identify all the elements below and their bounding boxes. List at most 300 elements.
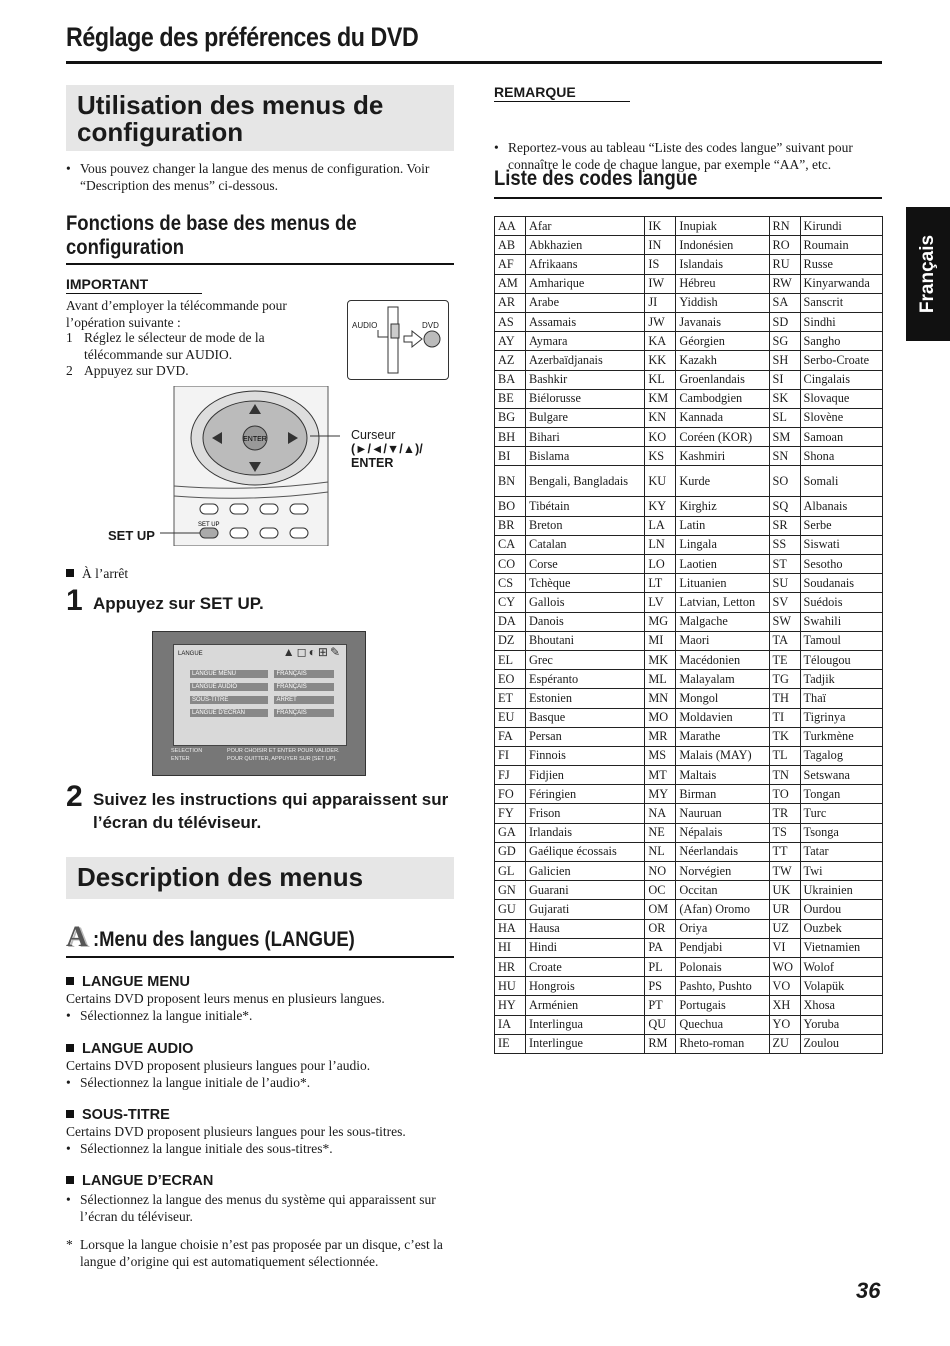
mode-switch-illustration xyxy=(347,300,449,380)
language-name-cell: Laotien xyxy=(676,555,769,574)
language-code-cell: OR xyxy=(645,919,676,938)
language-name-cell: Tsonga xyxy=(800,823,882,842)
table-row xyxy=(495,977,883,996)
language-code-cell: PS xyxy=(645,977,676,996)
language-code-cell: TA xyxy=(769,631,800,650)
language-code-cell: RN xyxy=(769,217,800,236)
table-row xyxy=(495,919,883,938)
language-name-cell: Biélorusse xyxy=(526,389,645,408)
language-name-cell: Tongan xyxy=(800,785,882,804)
language-code-cell: AZ xyxy=(495,351,526,370)
language-code-cell: LT xyxy=(645,574,676,593)
step-2-number: 2 xyxy=(66,780,83,813)
language-code-cell: GU xyxy=(495,900,526,919)
language-code-cell: EL xyxy=(495,650,526,669)
menu-heading-rule xyxy=(66,956,454,958)
language-code-cell: NO xyxy=(645,862,676,881)
language-name-cell: Afrikaans xyxy=(526,255,645,274)
language-name-cell: Aymara xyxy=(526,332,645,351)
language-code-cell: GA xyxy=(495,823,526,842)
table-row xyxy=(495,593,883,612)
language-name-cell: Finnois xyxy=(526,746,645,765)
screen-row xyxy=(190,688,334,701)
language-code-cell: LO xyxy=(645,555,676,574)
important-text: Avant d’employer la télécommande pour l’opération suivante : xyxy=(66,298,287,330)
language-list-title: Liste des codes langue xyxy=(494,167,698,190)
language-code-cell: FA xyxy=(495,727,526,746)
language-list-rule xyxy=(494,197,882,199)
table-row xyxy=(495,631,883,650)
language-code-cell: SM xyxy=(769,428,800,447)
language-code-cell: VI xyxy=(769,938,800,957)
language-code-cell: FY xyxy=(495,804,526,823)
language-name-cell: Cambodgien xyxy=(676,389,769,408)
screen-row-label: LANGUE MENU xyxy=(190,670,268,678)
language-code-cell: SS xyxy=(769,535,800,554)
table-row xyxy=(495,766,883,785)
language-code-cell: UZ xyxy=(769,919,800,938)
language-code-cell: SG xyxy=(769,332,800,351)
language-name-cell: Hébreu xyxy=(676,274,769,293)
language-code-cell: MT xyxy=(645,766,676,785)
language-code-cell: TK xyxy=(769,727,800,746)
language-name-cell: Gujarati xyxy=(526,900,645,919)
language-name-cell: Malayalam xyxy=(676,670,769,689)
language-name-cell: Maori xyxy=(676,631,769,650)
language-name-cell: Inupiak xyxy=(676,217,769,236)
language-code-cell: SD xyxy=(769,312,800,331)
language-code-cell: AB xyxy=(495,236,526,255)
menu-item-bullet: • Sélectionnez la langue initiale des sous-titres*. xyxy=(66,1140,456,1157)
language-name-cell: Turkmène xyxy=(800,727,882,746)
table-row xyxy=(495,312,883,331)
language-code-cell: IS xyxy=(645,255,676,274)
step-1-number: 1 xyxy=(66,584,83,617)
table-row xyxy=(495,274,883,293)
remote-control-illustration xyxy=(160,386,340,546)
table-row xyxy=(495,408,883,427)
language-name-cell: Yoruba xyxy=(800,1015,882,1034)
important-step-1-num: 1 xyxy=(66,330,73,345)
language-code-cell: MI xyxy=(645,631,676,650)
important-step-1-text: Réglez le sélecteur de mode de la télécommande sur AUDIO. xyxy=(84,330,265,362)
language-code-cell: OM xyxy=(645,900,676,919)
language-name-cell: Lingala xyxy=(676,535,769,554)
screen-footer-right-2: POUR QUITTER, APPUYER SUR [SET UP]. xyxy=(227,756,337,762)
square-bullet-icon xyxy=(66,569,74,577)
menu-item-text: Certains DVD proposent plusieurs langues pour l’audio. xyxy=(66,1058,371,1073)
language-name-cell: Roumain xyxy=(800,236,882,255)
language-code-cell: NA xyxy=(645,804,676,823)
menu-a-icon: A xyxy=(66,920,88,953)
language-code-cell: OC xyxy=(645,881,676,900)
menu-language-title: :Menu des langues (LANGUE) xyxy=(93,928,355,951)
section2-title: Description des menus xyxy=(77,862,364,892)
screen-row-value: FRANÇAIS xyxy=(274,709,334,717)
important-step-2 xyxy=(66,362,316,379)
screen-footer-left-2: ENTER xyxy=(171,756,190,762)
language-name-cell: Kashmiri xyxy=(676,447,769,466)
step-2-text: Suivez les instructions qui apparaissent sur l’écran du téléviseur. xyxy=(93,790,449,832)
language-name-cell: Interlingue xyxy=(526,1034,645,1053)
important-step-2-num: 2 xyxy=(66,363,73,378)
table-row xyxy=(495,497,883,516)
language-code-cell: SN xyxy=(769,447,800,466)
language-name-cell: Yiddish xyxy=(676,293,769,312)
screen-header: LANGUE xyxy=(178,651,203,657)
language-name-cell: Xhosa xyxy=(800,996,882,1015)
footnote-text: Lorsque la langue choisie n’est pas proposée par un disque, c’est la langue d’origine qui est automatiquement sélectionnée. xyxy=(80,1237,443,1269)
language-code-cell: EO xyxy=(495,670,526,689)
cursor-label-line2: (►/◄/▼/▲)/ xyxy=(351,442,423,456)
language-code-cell: AA xyxy=(495,217,526,236)
language-name-cell: Bislama xyxy=(526,447,645,466)
language-name-cell: Hausa xyxy=(526,919,645,938)
language-name-cell: Volapük xyxy=(800,977,882,996)
menu-item-langue-menu xyxy=(66,974,456,1024)
language-code-cell: KY xyxy=(645,497,676,516)
language-name-cell: Somali xyxy=(800,466,882,497)
language-name-cell: Kinyarwanda xyxy=(800,274,882,293)
square-bullet-icon xyxy=(66,1110,74,1118)
language-code-cell: TS xyxy=(769,823,800,842)
table-row xyxy=(495,938,883,957)
language-name-cell: (Afan) Oromo xyxy=(676,900,769,919)
language-code-cell: PL xyxy=(645,957,676,976)
language-name-cell: Moldavien xyxy=(676,708,769,727)
language-code-cell: SQ xyxy=(769,497,800,516)
table-row xyxy=(495,535,883,554)
language-name-cell: Sindhi xyxy=(800,312,882,331)
language-name-cell: Fidjien xyxy=(526,766,645,785)
language-code-cell: CY xyxy=(495,593,526,612)
table-row xyxy=(495,862,883,881)
language-code-cell: GD xyxy=(495,842,526,861)
important-label: IMPORTANT xyxy=(66,276,149,292)
language-code-cell: UR xyxy=(769,900,800,919)
language-code-cell: ST xyxy=(769,555,800,574)
setup-label: SET UP xyxy=(108,528,155,543)
language-code-cell: MN xyxy=(645,689,676,708)
language-name-cell: Thaï xyxy=(800,689,882,708)
table-row xyxy=(495,804,883,823)
section2-header xyxy=(66,857,454,899)
language-name-cell: Tadjik xyxy=(800,670,882,689)
language-code-cell: IN xyxy=(645,236,676,255)
language-name-cell: Népalais xyxy=(676,823,769,842)
language-name-cell: Maltais xyxy=(676,766,769,785)
language-code-cell: DA xyxy=(495,612,526,631)
language-name-cell: Kannada xyxy=(676,408,769,427)
language-name-cell: Malais (MAY) xyxy=(676,746,769,765)
screen-footer-right xyxy=(227,747,340,763)
language-name-cell: Javanais xyxy=(676,312,769,331)
language-code-cell: KO xyxy=(645,428,676,447)
language-code-cell: LA xyxy=(645,516,676,535)
language-code-cell: TO xyxy=(769,785,800,804)
language-code-cell: ET xyxy=(495,689,526,708)
page-title: Réglage des préférences du DVD xyxy=(66,22,419,52)
language-name-cell: Samoan xyxy=(800,428,882,447)
language-code-cell: CS xyxy=(495,574,526,593)
menu-item-bullet: • Sélectionnez la langue des menus du système qui apparaissent sur l’écran du téléviseur. xyxy=(66,1191,456,1225)
language-name-cell: Sangho xyxy=(800,332,882,351)
table-row xyxy=(495,255,883,274)
language-name-cell: Malgache xyxy=(676,612,769,631)
language-code-cell: FI xyxy=(495,746,526,765)
screen-icons: ▲◻◐⊞✎ xyxy=(282,645,342,659)
important-rule xyxy=(66,293,202,294)
language-name-cell: Albanais xyxy=(800,497,882,516)
language-name-cell: Tigrinya xyxy=(800,708,882,727)
screen-row xyxy=(190,662,334,675)
menu-item-langue-ecran xyxy=(66,1173,456,1225)
language-code-cell: WO xyxy=(769,957,800,976)
language-code-cell: IK xyxy=(645,217,676,236)
language-name-cell: Tatar xyxy=(800,842,882,861)
language-name-cell: Galicien xyxy=(526,862,645,881)
language-code-cell: MS xyxy=(645,746,676,765)
remark-label: REMARQUE xyxy=(494,84,576,100)
language-name-cell: Turc xyxy=(800,804,882,823)
language-code-cell: JW xyxy=(645,312,676,331)
section1-title: Utilisation des menus de configuration xyxy=(77,90,384,147)
language-name-cell: Féringien xyxy=(526,785,645,804)
table-row xyxy=(495,650,883,669)
switch-dvd-label: DVD xyxy=(422,321,439,330)
language-name-cell: Tagalog xyxy=(800,746,882,765)
language-name-cell: Slovaque xyxy=(800,389,882,408)
language-code-cell: SW xyxy=(769,612,800,631)
setup-small-label: SET UP xyxy=(198,522,220,528)
language-code-cell: TL xyxy=(769,746,800,765)
square-bullet-icon xyxy=(66,1044,74,1052)
language-code-cell: KM xyxy=(645,389,676,408)
language-code-cell: TE xyxy=(769,650,800,669)
language-code-cell: KL xyxy=(645,370,676,389)
language-name-cell: Néerlandais xyxy=(676,842,769,861)
table-row xyxy=(495,900,883,919)
language-code-cell: QU xyxy=(645,1015,676,1034)
table-row xyxy=(495,746,883,765)
language-code-cell: SA xyxy=(769,293,800,312)
table-row xyxy=(495,447,883,466)
table-row xyxy=(495,842,883,861)
language-name-cell: Corse xyxy=(526,555,645,574)
language-code-cell: SI xyxy=(769,370,800,389)
language-code-cell: VO xyxy=(769,977,800,996)
language-name-cell: Guarani xyxy=(526,881,645,900)
language-code-cell: YO xyxy=(769,1015,800,1034)
table-row xyxy=(495,708,883,727)
screen-footer-left-1: SELECTION xyxy=(171,748,203,754)
important-step-1 xyxy=(66,329,316,363)
language-name-cell: Macédonien xyxy=(676,650,769,669)
language-code-cell: JI xyxy=(645,293,676,312)
language-code-cell: XH xyxy=(769,996,800,1015)
language-code-cell: BE xyxy=(495,389,526,408)
language-name-cell: Croate xyxy=(526,957,645,976)
section1-header xyxy=(66,85,454,151)
language-name-cell: Pendjabi xyxy=(676,938,769,957)
language-code-cell: MY xyxy=(645,785,676,804)
language-code-cell: AR xyxy=(495,293,526,312)
language-code-cell: BA xyxy=(495,370,526,389)
language-code-cell: HY xyxy=(495,996,526,1015)
menu-item-head: LANGUE AUDIO xyxy=(82,1041,194,1057)
language-name-cell: Persan xyxy=(526,727,645,746)
language-name-cell: Afar xyxy=(526,217,645,236)
language-name-cell: Shona xyxy=(800,447,882,466)
language-name-cell: Norvégien xyxy=(676,862,769,881)
language-code-cell: SO xyxy=(769,466,800,497)
screen-row-label: LANGUE D’ECRAN xyxy=(190,709,268,717)
language-code-cell: IE xyxy=(495,1034,526,1053)
page-number: 36 xyxy=(856,1278,881,1303)
screen-row xyxy=(190,701,334,714)
screen-inner xyxy=(173,644,347,746)
table-row xyxy=(495,881,883,900)
table-row xyxy=(495,785,883,804)
language-name-cell: Ukrainien xyxy=(800,881,882,900)
table-row xyxy=(495,823,883,842)
switch-graphic xyxy=(348,301,448,379)
language-name-cell: Lituanien xyxy=(676,574,769,593)
language-name-cell: Latin xyxy=(676,516,769,535)
language-code-cell: AS xyxy=(495,312,526,331)
language-code-cell: BN xyxy=(495,466,526,497)
table-row xyxy=(495,332,883,351)
language-name-cell: Birman xyxy=(676,785,769,804)
language-name-cell: Kirundi xyxy=(800,217,882,236)
screen-rows xyxy=(190,662,334,714)
menu-item-head: LANGUE D’ECRAN xyxy=(82,1173,214,1189)
language-name-cell: Espéranto xyxy=(526,670,645,689)
language-name-cell: Breton xyxy=(526,516,645,535)
language-name-cell: Assamais xyxy=(526,312,645,331)
language-name-cell: Tamoul xyxy=(800,631,882,650)
language-code-cell: TH xyxy=(769,689,800,708)
table-row xyxy=(495,428,883,447)
menu-item-bullet: • Sélectionnez la langue initiale*. xyxy=(66,1007,456,1024)
language-name-cell: Pashto, Pushto xyxy=(676,977,769,996)
language-name-cell: Twi xyxy=(800,862,882,881)
language-code-cell: KK xyxy=(645,351,676,370)
language-name-cell: Occitan xyxy=(676,881,769,900)
table-row xyxy=(495,217,883,236)
menu-item-text: Certains DVD proposent plusieurs langues pour les sous-titres. xyxy=(66,1124,406,1139)
language-tab-label: Français xyxy=(917,234,938,314)
title-rule xyxy=(66,61,882,64)
language-code-cell: NL xyxy=(645,842,676,861)
language-code-cell: ML xyxy=(645,670,676,689)
subsection-rule xyxy=(66,263,454,265)
language-name-cell: Nauruan xyxy=(676,804,769,823)
language-name-cell: Indonésien xyxy=(676,236,769,255)
table-row xyxy=(495,574,883,593)
language-code-cell: SR xyxy=(769,516,800,535)
footnote xyxy=(66,1236,458,1270)
switch-audio-label: AUDIO xyxy=(352,321,378,330)
language-name-cell: Kurde xyxy=(676,466,769,497)
language-code-cell: RO xyxy=(769,236,800,255)
language-code-cell: SH xyxy=(769,351,800,370)
language-name-cell: Hindi xyxy=(526,938,645,957)
language-name-cell: Quechua xyxy=(676,1015,769,1034)
language-code-cell: SV xyxy=(769,593,800,612)
step-2 xyxy=(66,780,456,832)
language-code-cell: FO xyxy=(495,785,526,804)
language-name-cell: Tchèque xyxy=(526,574,645,593)
language-code-cell: AY xyxy=(495,332,526,351)
language-code-cell: RM xyxy=(645,1034,676,1053)
language-code-cell: TI xyxy=(769,708,800,727)
language-code-cell: MK xyxy=(645,650,676,669)
language-name-cell: Kazakh xyxy=(676,351,769,370)
language-name-cell: Mongol xyxy=(676,689,769,708)
language-code-cell: CO xyxy=(495,555,526,574)
language-code-cell: TG xyxy=(769,670,800,689)
language-name-cell: Oriya xyxy=(676,919,769,938)
table-row xyxy=(495,389,883,408)
language-name-cell: Bashkir xyxy=(526,370,645,389)
language-name-cell: Gallois xyxy=(526,593,645,612)
table-row xyxy=(495,727,883,746)
square-bullet-icon xyxy=(66,1176,74,1184)
language-code-cell: BO xyxy=(495,497,526,516)
language-code-cell: DZ xyxy=(495,631,526,650)
language-name-cell: Slovène xyxy=(800,408,882,427)
subsection-title: Fonctions de base des menus de configuration xyxy=(66,212,357,259)
language-name-cell: Hongrois xyxy=(526,977,645,996)
language-name-cell: Serbe xyxy=(800,516,882,535)
language-name-cell: Russe xyxy=(800,255,882,274)
language-code-cell: AF xyxy=(495,255,526,274)
language-code-cell: BI xyxy=(495,447,526,466)
table-row xyxy=(495,689,883,708)
table-row xyxy=(495,466,883,497)
language-code-cell: KN xyxy=(645,408,676,427)
language-name-cell: Arabe xyxy=(526,293,645,312)
language-code-cell: TN xyxy=(769,766,800,785)
language-code-cell: IA xyxy=(495,1015,526,1034)
enter-key-label: ENTER xyxy=(243,436,267,443)
language-code-cell: TR xyxy=(769,804,800,823)
language-name-cell: Marathe xyxy=(676,727,769,746)
language-name-cell: Bengali, Bangladais xyxy=(526,466,645,497)
language-code-cell: PA xyxy=(645,938,676,957)
important-step-2-text: Appuyez sur DVD. xyxy=(84,363,189,378)
language-code-cell: HR xyxy=(495,957,526,976)
language-code-cell: MO xyxy=(645,708,676,727)
language-name-cell: Télougou xyxy=(800,650,882,669)
language-code-cell: KA xyxy=(645,332,676,351)
square-bullet-icon xyxy=(66,977,74,985)
screen-footer-left xyxy=(171,747,202,763)
table-row xyxy=(495,516,883,535)
table-row xyxy=(495,957,883,976)
table-row xyxy=(495,996,883,1015)
language-name-cell: Latvian, Letton xyxy=(676,593,769,612)
language-name-cell: Catalan xyxy=(526,535,645,554)
language-name-cell: Suédois xyxy=(800,593,882,612)
cursor-label-line3: ENTER xyxy=(351,456,394,470)
menu-item-langue-audio xyxy=(66,1041,456,1091)
language-code-cell: RU xyxy=(769,255,800,274)
language-name-cell: Irlandais xyxy=(526,823,645,842)
language-name-cell: Basque xyxy=(526,708,645,727)
language-code-cell: CA xyxy=(495,535,526,554)
